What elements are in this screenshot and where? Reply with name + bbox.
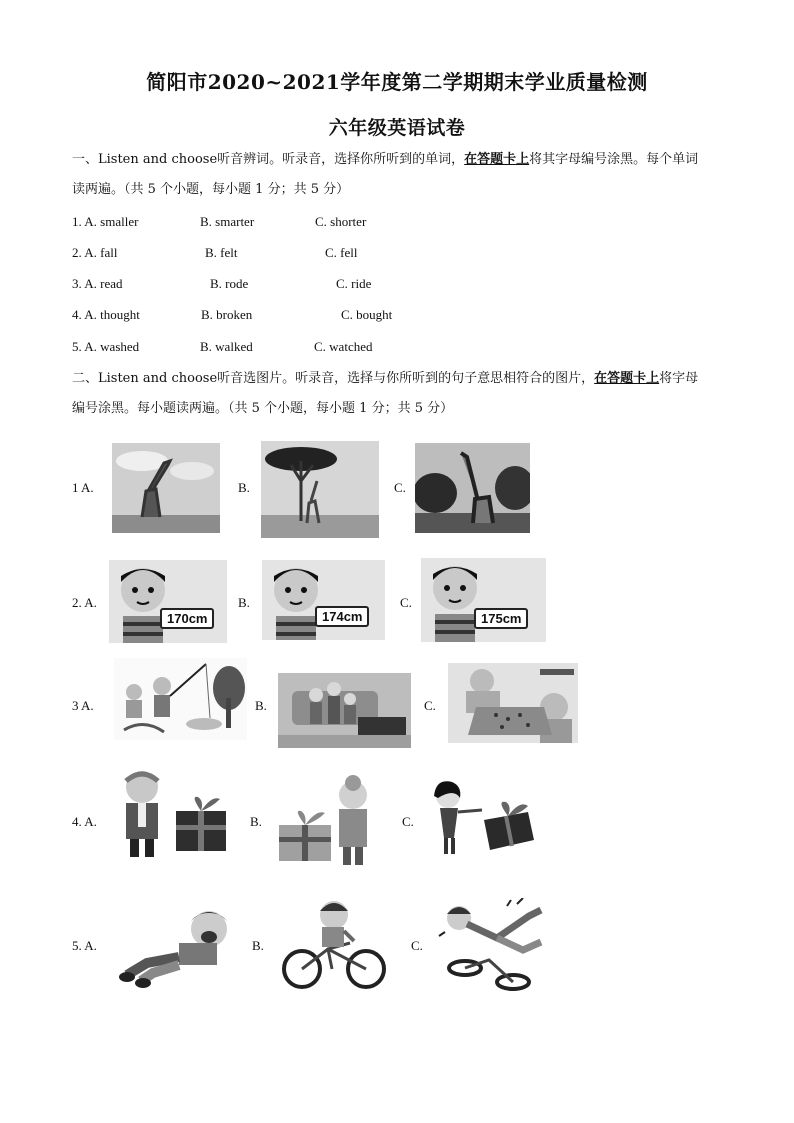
option-b: B. walked	[200, 339, 253, 354]
grandpa-gift-image	[112, 767, 230, 859]
grandma-gift-image	[277, 775, 379, 867]
crying-boy-image	[113, 903, 238, 988]
section1-instr-b: 将其字母编号涂黑。每个单词	[529, 152, 699, 167]
height-tag-a: 170cm	[160, 608, 214, 629]
page-subtitle: 六年级英语试卷	[328, 117, 466, 139]
q3-label-a: 3 A.	[72, 698, 94, 713]
q1-label-a: 1 A.	[72, 480, 94, 495]
option-c: C. watched	[314, 339, 373, 354]
page-title: 简阳市2020~2021学年度第二学期期末学业质量检测	[146, 70, 648, 94]
section1-instr-underline: 在答题卡上	[464, 152, 530, 167]
fishing-scene-image	[114, 658, 247, 740]
option-a: 3. A. read	[72, 276, 123, 291]
q2-label-c: C.	[400, 595, 412, 610]
section2-instr-underline: 在答题卡上	[594, 371, 660, 386]
q4-label-a: 4. A.	[72, 814, 97, 829]
option-c: C. ride	[336, 276, 372, 291]
height-tag-b: 174cm	[315, 606, 369, 627]
q1-label-b: B.	[238, 480, 250, 495]
option-a: 4. A. thought	[72, 307, 140, 322]
section1-instructions	[72, 145, 732, 205]
woman-gift-image	[424, 776, 537, 858]
option-a: 5. A. washed	[72, 339, 140, 354]
section1-instr-c: 读两遍。（共 5 个小题，每小题 1 分；共 5 分）	[72, 182, 350, 197]
q2-label-b: B.	[238, 595, 250, 610]
q3-label-c: C.	[424, 698, 436, 713]
chess-game-image	[448, 663, 578, 743]
option-a: 1. A. smaller	[72, 214, 139, 229]
height-tag-c: 175cm	[474, 608, 528, 629]
q5-label-b: B.	[252, 938, 264, 953]
option-b: B. smarter	[200, 214, 255, 229]
section2-instr-b: 将字母	[659, 371, 699, 386]
section2-instr-a: 二、Listen and choose听音选图片。听录音，选择与你所听到的句子意思相符合的图片，	[72, 371, 595, 386]
giraffe-sky-image	[112, 443, 220, 533]
option-b: B. broken	[201, 307, 253, 322]
q4-label-c: C.	[402, 814, 414, 829]
family-tv-image	[278, 673, 411, 748]
q3-label-b: B.	[255, 698, 267, 713]
q5-label-a: 5. A.	[72, 938, 97, 953]
option-c: C. shorter	[315, 214, 367, 229]
option-c: C. fell	[325, 245, 358, 260]
giraffe-forest-image	[415, 443, 530, 533]
boy-height-image-a	[109, 560, 227, 643]
section2-instructions	[72, 364, 732, 424]
option-c: C. bought	[341, 307, 393, 322]
q4-label-b: B.	[250, 814, 262, 829]
boy-height-image-c	[421, 558, 546, 642]
q1-label-c: C.	[394, 480, 406, 495]
boy-riding-bike-image	[276, 897, 391, 990]
boy-height-image-b	[262, 560, 385, 640]
section2-instr-c: 编号涂黑。每小题读两遍。（共 5 个小题，每小题 1 分；共 5 分）	[72, 401, 454, 416]
option-b: B. felt	[205, 245, 238, 260]
section1-instr-a: 一、Listen and choose听音辨词。听录音，选择你所听到的单词，	[72, 152, 465, 167]
q2-label-a: 2. A.	[72, 595, 97, 610]
boy-falling-off-bike-image	[437, 898, 557, 995]
option-b: B. rode	[210, 276, 249, 291]
option-a: 2. A. fall	[72, 245, 118, 260]
q5-label-c: C.	[411, 938, 423, 953]
giraffe-tree-image	[261, 441, 379, 538]
